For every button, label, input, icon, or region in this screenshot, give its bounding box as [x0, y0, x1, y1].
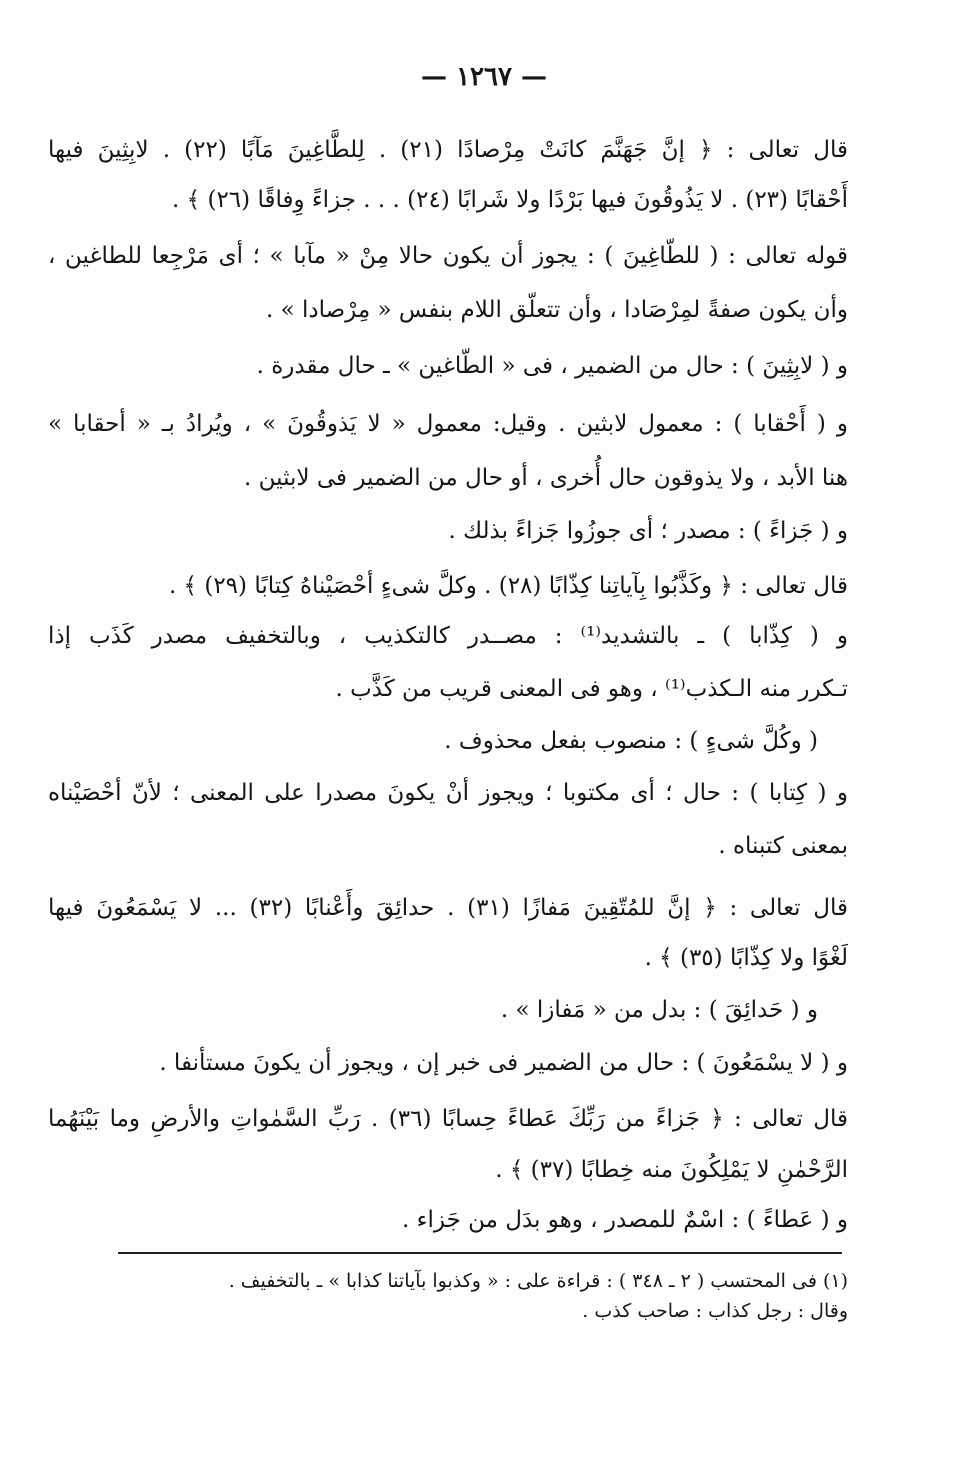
paragraph-line: وأن يكون صفةً لمِرْصَادا ، وأن تتعلّق اللام بنفس « مِرْصادا » .: [266, 297, 848, 323]
paragraph-line: بمعنى كتبناه .: [718, 833, 848, 859]
paragraph-line: ( وكُلَّ شىءٍ ) : منصوب بفعل محذوف .: [444, 728, 818, 754]
paragraph-line: و ( أَحْقابا ) : معمول لابثين . وقيل: معمول « لا يَذوقُونَ » ، ويُرادُ بـ « أحقابا »: [48, 411, 848, 437]
paragraph-line: قوله تعالى : ( للطّاغِينَ ) : يجوز أن يكون حالا مِنْ « مآبا » ؛ أى مَرْجِعا للطاغين ،: [48, 243, 848, 269]
paragraph-line: و ( حَدائِقَ ) : بدل من « مَفازا » .: [500, 997, 818, 1023]
verse-line: لَغْوًا ولا كِذّابًا (٣٥) ﴾ .: [644, 945, 848, 971]
paragraph-line: و ( عَطاءً ) : اسْمٌ للمصدر ، وهو بدَل من جَزاء .: [402, 1207, 848, 1233]
paragraph-line: و ( لابِثِينَ ) : حال من الضمير ، فى « الطّاغين » ـ حال مقدرة .: [256, 353, 848, 379]
paragraph-line: و ( لا يسْمَعُونَ ) : حال من الضمير فى خبر إن ، ويجوز أن يكونَ مستأنفا .: [159, 1050, 848, 1076]
footnote-line: (١) فى المحتسب ( ٢ ـ ٣٤٨ ) : قراءة على : « وكذبوا بآياتنا كذابا » ـ بالتخفيف .: [228, 1270, 848, 1292]
footnote-divider: [118, 1252, 842, 1254]
page-number: — ١٢٦٧ —: [421, 62, 547, 92]
paragraph-line: و ( كِذّابا ) ـ بالتشديد⁽¹⁾ : مصــدر كالتكذيب ، وبالتخفيف مصدر كَذَب إذا: [48, 623, 848, 649]
footnote-line: وقال : رجل كذاب : صاحب كذب .: [582, 1300, 848, 1322]
verse-line: الرَّحْمٰنِ لا يَمْلِكُونَ منه خِطابًا (٣٧) ﴾ .: [495, 1157, 848, 1183]
verse-line: أَحْقابًا (٢٣) . لا يَذُوقُونَ فيها بَرْدًا ولا شَرابًا (٢٤) . . . جزاءً وِفاقًا (٢٦) ﴾ .: [172, 187, 848, 213]
verse-line: قال تعالى : ﴿ إنَّ جَهَنَّمَ كانَتْ مِرْصادًا (٢١) . لِلطَّاغِينَ مَآبًا (٢٢) . لابِثِينَ فيها: [48, 137, 848, 163]
paragraph-line: تـكرر منه الـكذب⁽¹⁾ ، وهو فى المعنى قريب من كَذَّب .: [335, 676, 848, 702]
verse-line: قال تعالى : ﴿ إنَّ للمُتّقِينَ مَفازًا (٣١) . حدائِقَ وأَعْنابًا (٣٢) ... لا يَسْمَعُونَ فيها: [48, 895, 848, 921]
paragraph-line: و ( جَزاءً ) : مصدر ؛ أى جوزُوا جَزاءً بذلك .: [448, 518, 848, 544]
verse-line: قال تعالى : ﴿ جَزاءً من رَبِّكَ عَطاءً حِسابًا (٣٦) . رَبِّ السَّمٰواتِ والأرضِ وما بَيْنَهُما: [48, 1106, 849, 1132]
paragraph-line: و ( كِتابا ) : حال ؛ أى مكتوبا ؛ ويجوز أنْ يكونَ مصدرا على المعنى ؛ لأنّ أحْصَيْناه: [48, 780, 848, 806]
verse-line: قال تعالى : ﴿ وكَذَّبُوا بِآياتِنا كِذّابًا (٢٨) . وكلَّ شىءٍ أحْصَيْناهُ كِتابًا (٢٩) ﴾ .: [168, 573, 848, 599]
paragraph-line: هنا الأبد ، ولا يذوقون حال أُخرى ، أو حال من الضمير فى لابثين .: [244, 465, 848, 491]
